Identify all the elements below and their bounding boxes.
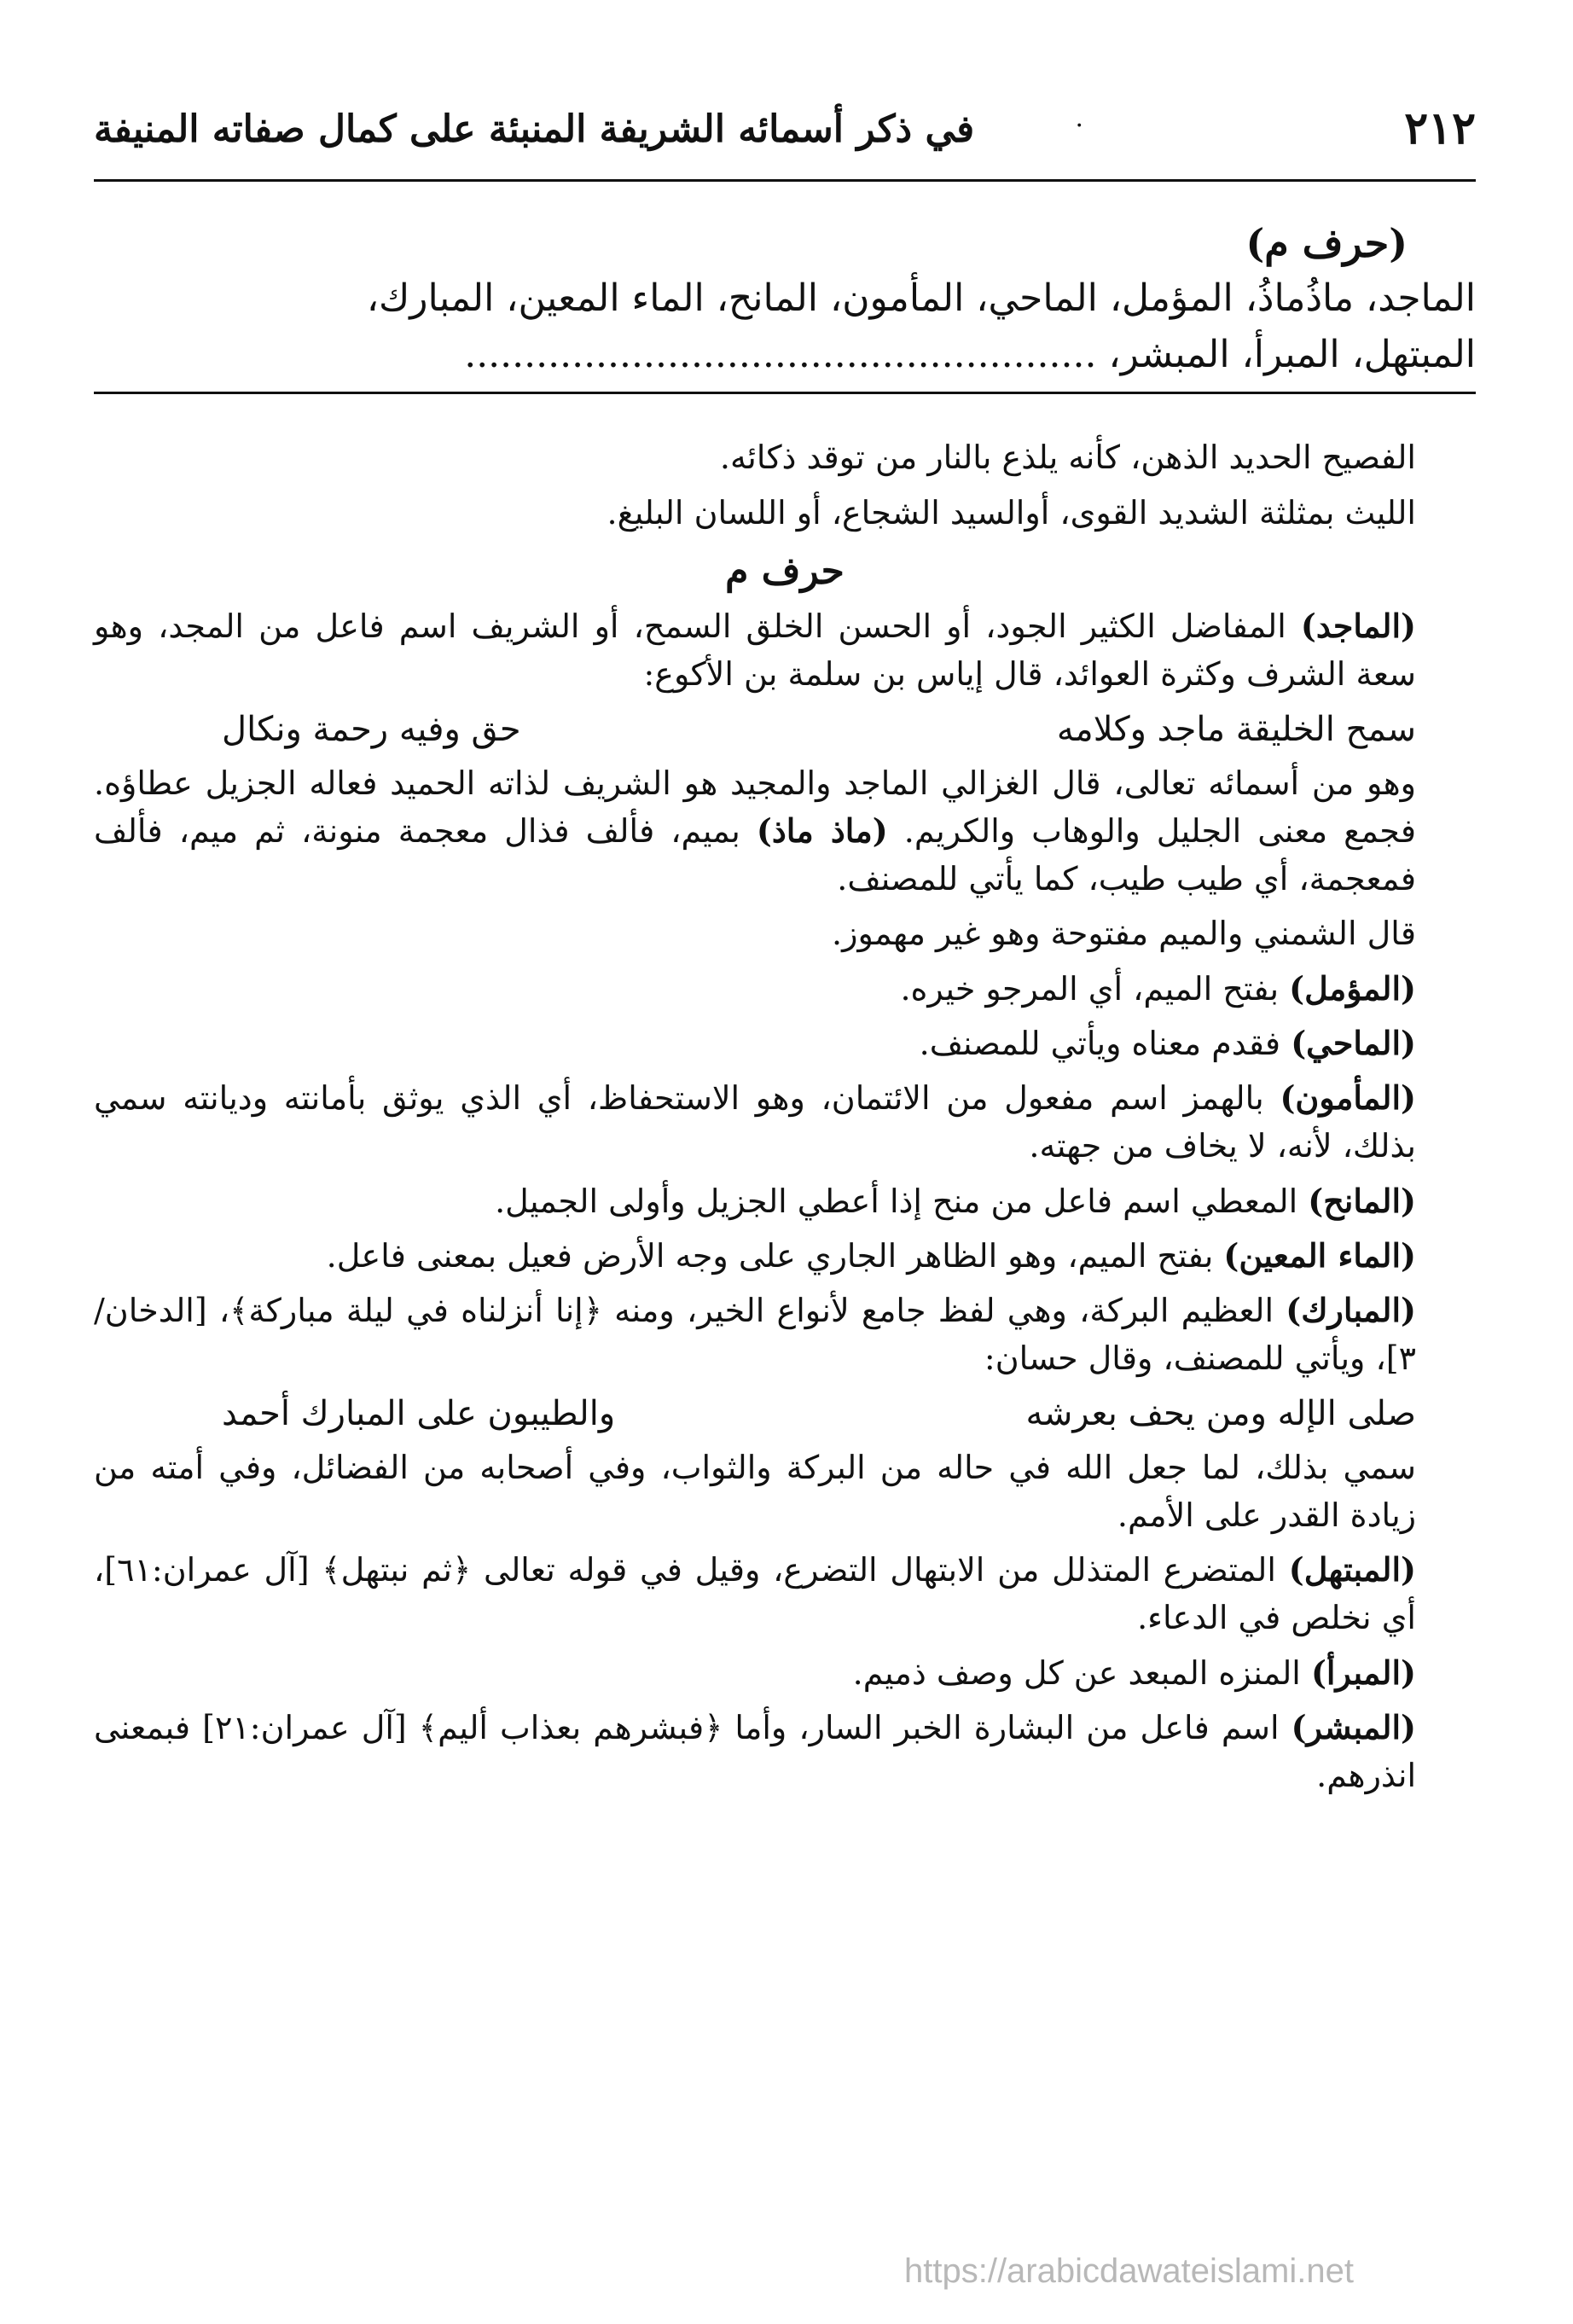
entry-term: (المبتهل)	[1288, 1550, 1417, 1589]
paragraph	[94, 1704, 1476, 1799]
verse-hemistich: سمح الخليقة ماجد وكلامه	[1056, 710, 1416, 750]
entry-term: (المأمون)	[1280, 1078, 1416, 1118]
entry-term: (المؤمل)	[1289, 968, 1416, 1008]
verse-hemistich: والطيبون على المبارك أحمد	[222, 1394, 616, 1434]
paragraph	[94, 1649, 1476, 1697]
book-page	[94, 102, 1476, 1806]
watermark-url: https://arabicdawateislami.net	[904, 2252, 1354, 2290]
entry-text: العظيم البركة، وهي لفظ جامع لأنواع الخير، ومنه ﴿إنا أنزلناه في ليلة مباركة﴾، [الدخان/٣]، ويأتي للمصنف، وقال حسان:	[94, 1291, 1416, 1378]
entry-term: (المانح)	[1308, 1181, 1416, 1220]
paragraph	[94, 965, 1476, 1013]
paragraph	[94, 1546, 1476, 1641]
poem-verse	[94, 1389, 1476, 1439]
entry-text: فقدم معناه ويأتي للمصنف.	[919, 1024, 1291, 1062]
contents-line: المبتهل، المبرأ، المبشر، .....................................................	[464, 333, 1476, 377]
paragraph	[94, 759, 1476, 903]
verse-hemistich: حق وفيه رحمة ونكال	[222, 710, 521, 750]
entry-text: بفتح الميم، وهو الظاهر الجاري على وجه الأرض فعيل بمعنى فاعل.	[326, 1236, 1224, 1275]
paragraph	[94, 1074, 1476, 1170]
verse-hemistich: صلى الإله ومن يحف بعرشه	[1025, 1394, 1416, 1434]
entry-term: (ماذ ماذ)	[756, 810, 888, 850]
entry-term: (الماجد)	[1300, 606, 1416, 645]
paragraph	[94, 1020, 1476, 1067]
section-contents	[94, 216, 1476, 394]
entry-text: وهو من أسمائه تعالى، قال الغزالي الماجد والمجيد هو الشريف لذاته الحميد فعاله الجزيل عطاؤه. فجمع معنى الجليل والوهاب والكريم.	[94, 764, 1416, 850]
entry-text: المنزه المبعد عن كل وصف ذميم.	[852, 1653, 1311, 1692]
paragraph: الفصيح الحديد الذهن، كأنه يلذع بالنار من توقد ذكائه.	[719, 439, 1416, 477]
contents-line: الماجد، ماذُماذُ، المؤمل، الماحي، المأمون، المانح، الماء المعين، المبارك،	[366, 276, 1476, 321]
main-text	[94, 433, 1476, 1799]
section-heading: حرف م	[725, 549, 845, 593]
header-mark: ·	[1075, 111, 1083, 141]
paragraph: الليث بمثلثة الشديد القوى، أوالسيد الشجاع، أو اللسان البليغ.	[607, 493, 1416, 532]
paragraph	[94, 1232, 1476, 1280]
entry-text: بالهمز اسم مفعول من الائتمان، وهو الاستحفاظ، أي الذي يوثق بأمانته وديانته سمي بذلك، لأنه، لا يخاف من جهته.	[94, 1079, 1416, 1165]
entry-text: المعطي اسم فاعل من منح إذا أعطي الجزيل وأولى الجميل.	[495, 1182, 1309, 1220]
running-title: في ذكر أسمائه الشريفة المنبئة على كمال صفاته المنيفة	[94, 107, 975, 151]
entry-text: بميم، فألف فذال معجمة منونة، ثم ميم، فألف فمعجمة، أي طيب طيب، كما يأتي للمصنف.	[94, 811, 1416, 898]
entry-text: اسم فاعل من البشارة الخبر السار، وأما ﴿فبشرهم بعذاب أليم﴾ [آل عمران:٢١] فبمعنى انذرهم.	[94, 1708, 1416, 1795]
contents-title: (حرف م)	[1245, 220, 1408, 266]
paragraph	[94, 1287, 1476, 1382]
entry-term: (المبرأ)	[1310, 1653, 1416, 1692]
entry-term: (المبشر)	[1291, 1707, 1416, 1746]
entry-term: (الماء المعين)	[1223, 1235, 1416, 1275]
paragraph: سمي بذلك، لما جعل الله في حاله من البركة والثواب، وفي أصحابه من الفضائل، وفي أمته من زيادة القدر على الأمم.	[94, 1448, 1416, 1534]
entry-text: المتضرع المتذلل من الابتهال التضرع، وقيل في قوله تعالى ﴿ثم نبتهل﴾ [آل عمران:٦١]، أي نخلص في الدعاء.	[94, 1551, 1416, 1637]
poem-verse	[94, 705, 1476, 755]
entry-text: المفاضل الكثير الجود، أو الحسن الخلق السمح، أو الشريف اسم فاعل من المجد، وهو سعة الشرف وكثرة العوائد، قال إياس بن سلمة بن الأكوع:	[94, 607, 1416, 694]
page-number: ٢١٢	[1404, 102, 1476, 154]
entry-term: (الماحي)	[1291, 1023, 1416, 1062]
paragraph	[94, 602, 1476, 698]
entry-term: (المبارك)	[1286, 1290, 1416, 1329]
paragraph: قال الشمني والميم مفتوحة وهو غير مهموز.	[832, 915, 1416, 953]
entry-text: بفتح الميم، أي المرجو خيره.	[900, 969, 1290, 1008]
page-header	[94, 102, 1476, 182]
paragraph	[94, 1177, 1476, 1225]
